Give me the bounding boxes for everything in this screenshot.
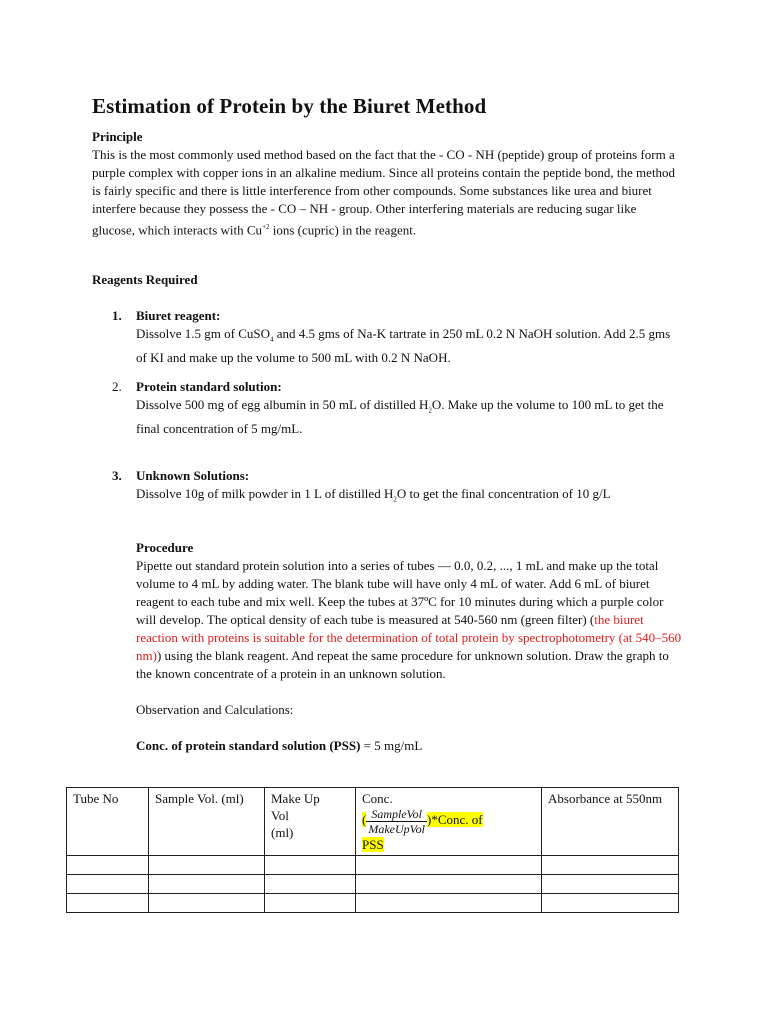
table-cell [542,894,679,913]
makeup-line3: (ml) [271,825,294,840]
table-cell [67,894,149,913]
table-row [67,894,679,913]
procedure-text-b: ) using the blank reagent. And repeat the same procedure for unknown solution. Draw the graph to the known concentrate of a protein in an unknown solution. [136,648,669,681]
table-cell [542,856,679,875]
principle-text [92,146,682,239]
reagent-subscript: 2 [393,495,397,504]
reagent-subscript: 2 [428,406,432,415]
table-cell [356,856,542,875]
reagent-text-a: Dissolve 1.5 gm of CuSO [136,326,270,341]
procedure-text [136,557,682,683]
reagent-subscript: 4 [269,335,274,344]
table-cell [542,875,679,894]
table-header-row [67,788,679,856]
table-row [67,856,679,875]
procedure-highlight-red: the biuret reaction with proteins is suitable for the determination of total protein by spectrophotometry (at 540–560 nm) [136,612,682,663]
observation-heading: Observation and Calculations: [136,702,294,717]
table-row [67,875,679,894]
reagent-text [136,396,682,438]
principle-text-part1: This is the most commonly used method based on the fact that the - CO - NH (peptide) group of proteins form a purple complex with copper ions in an alkaline medium. Since all proteins contain the peptide bond, the method is fairly specific and there is little interference from other compounds. Some substances like urea and biuret interfere because they possess the - CO – NH - group. Other interfering materials are reducing sugar like glucose, which interacts with Cu [92,147,676,238]
table-cell [356,875,542,894]
header-tube-no: Tube No [67,788,149,856]
reagent-item-3 [112,467,682,509]
makeup-line2: Vol [271,808,289,823]
reagent-title: Biuret reagent: [136,308,221,323]
table-cell [67,856,149,875]
principle-section [92,128,682,239]
header-conc [356,788,542,856]
conc-tail-pss: PSS [362,837,384,852]
reagent-item-1 [112,307,682,367]
pss-label: Conc. of protein standard solution (PSS) [136,738,361,753]
reagent-title: Unknown Solutions: [136,468,250,483]
reagent-number: 1. [112,308,122,323]
reagent-item-2 [112,378,682,438]
fraction-numerator: SampleVol [366,807,427,822]
conc-label: Conc. [362,791,393,806]
principle-heading: Principle [92,129,143,144]
conc-fraction [366,807,427,836]
reagent-text-b: O to get the final concentration of 10 g/L [396,486,611,501]
reagent-text-a: Dissolve 10g of milk powder in 1 L of distilled H [136,486,394,501]
header-makeup-vol [265,788,356,856]
reagent-text [136,325,682,367]
conc-tail: *Conc. of [431,812,483,828]
reagent-text-a: Dissolve 500 mg of egg albumin in 50 mL of distilled H [136,397,429,412]
table-cell [149,856,265,875]
table-cell [265,875,356,894]
principle-text-part2: ions (cupric) in the reagent. [269,222,417,238]
pss-value: = 5 mg/mL [360,738,423,753]
table-cell [149,875,265,894]
procedure-text-a: Pipette out standard protein solution into a series of tubes — 0.0, 0.2, ..., 1 mL and make up the total volume to 4 mL by adding water. The blank tube will have only 4 mL of water. Add 6 mL of biuret reagent to each tube and mix well. Keep the tubes at 37ºC for 10 minutes during which a purple color will develop. The optical density of each tube is measured at 540-560 nm (green filter) ( [136,558,664,627]
conc-formula: ( $\frac{\text{SampleVol}}{\text{MakeUpVol}}$ )*Conc. of [362,807,483,836]
pss-line [136,737,682,755]
fraction-denominator: MakeUpVol [368,822,425,836]
document-title: Estimation of Protein by the Biuret Method [92,94,487,118]
header-absorbance: Absorbance at 550nm [542,788,679,856]
reagents-heading: Reagents Required [92,272,198,287]
cu-superscript: +2 [262,223,270,231]
reagent-number: 3. [112,468,122,483]
table-cell [356,894,542,913]
reagent-number: 2. [112,379,122,394]
procedure-section [136,539,682,755]
header-sample-vol: Sample Vol. (ml) [149,788,265,856]
observation-table [66,787,679,913]
table-cell [67,875,149,894]
table-cell [265,894,356,913]
reagent-text-b: O. Make up the volume to 100 mL to get the final concentration of 5 mg/mL. [136,397,664,436]
table-cell [265,856,356,875]
reagent-text-b: and 4.5 gms of Na-K tartrate in 250 mL 0.2 N NaOH solution. Add 2.5 gms of KI and make up the volume to 500 mL with 0.2 N NaOH. [136,326,671,365]
makeup-line1: Make Up [271,791,320,806]
table-cell [149,894,265,913]
reagent-text [136,485,682,509]
procedure-heading: Procedure [136,540,194,555]
reagent-title: Protein standard solution: [136,379,282,394]
